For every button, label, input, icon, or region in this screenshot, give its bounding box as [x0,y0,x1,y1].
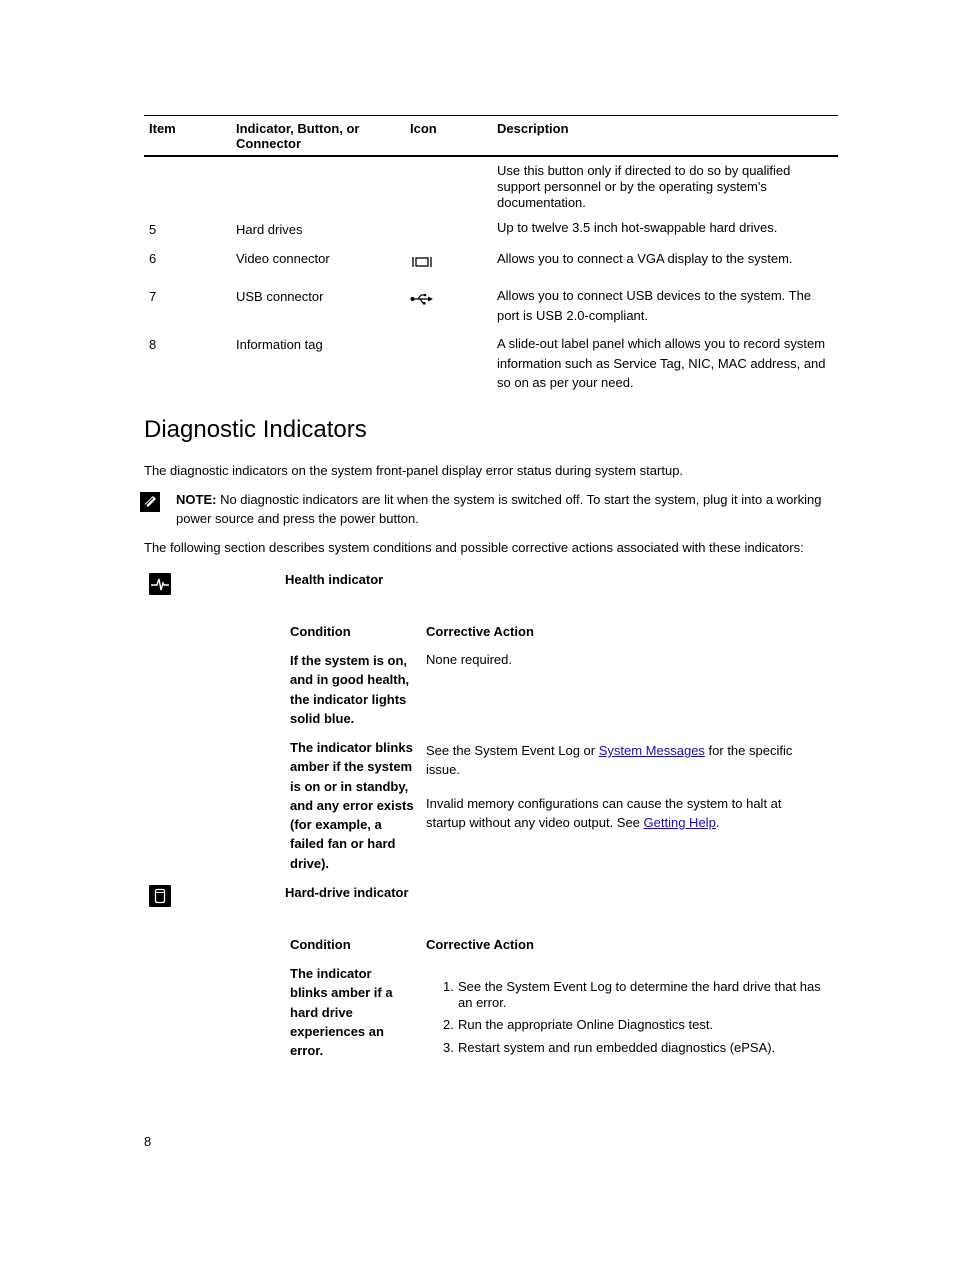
step-text: See the System Event Log to determine the hard drive that has an error. [458,979,821,1010]
table-row-7-item: 7 [149,289,157,304]
table-row-7-description: Allows you to connect USB devices to the system. The port is USB 2.0-compliant. [497,288,812,323]
hard-drive-col-condition: Condition [290,937,351,952]
table-header-icon: Icon [410,121,437,136]
table-header-rule [144,155,838,157]
hard-drive-row1-condition: The indicator blinks amber if a hard drive experiences an error. [290,966,393,1059]
table-row-5-item: 5 [149,222,157,237]
step-text: Restart system and run embedded diagnostics (ePSA). [458,1040,776,1055]
note-label: NOTE: [176,492,217,507]
table-row-5-description: Up to twelve 3.5 inch hot-swappable hard drives. [497,220,778,235]
table-row-5-name: Hard drives [236,222,303,237]
note-pencil-icon [140,492,160,515]
section-intro: The diagnostic indicators on the system front-panel display error status during system startup. [144,463,684,478]
health-row1-action: None required. [426,652,512,667]
step-number: 3. [443,1040,454,1055]
note-text [176,490,836,528]
health-col-condition: Condition [290,624,351,639]
page-number: 8 [144,1134,152,1149]
table-row-7-name: USB connector [236,289,324,304]
step-number: 2. [443,1017,454,1032]
health-row2-action-a-text: See the System Event Log or [426,743,599,758]
health-pulse-icon [149,573,171,595]
hard-drive-step-2 [443,1017,833,1033]
table-row-8-description: A slide-out label panel which allows you to record system information such as Service Tag, NIC, MAC address, and so on as per your need. [497,336,826,390]
step-number: 1. [443,979,454,994]
health-indicator-title: Health indicator [285,572,384,587]
health-row1-condition: If the system is on, and in good health, the indicator lights solid blue. [290,653,410,726]
step-text: Run the appropriate Online Diagnostics test. [458,1017,714,1032]
table-row-8-item: 8 [149,337,157,352]
table-top-rule [144,115,838,116]
table-continuation-description: Use this button only if directed to do so by qualified support personnel or by the operating system's documentation. [497,163,791,210]
hard-drive-step-3 [443,1040,833,1056]
section-following: The following section describes system conditions and possible corrective actions associated with these indicators: [144,540,804,555]
hard-drive-indicator-title: Hard-drive indicator [285,885,409,900]
video-connector-icon [412,256,432,271]
table-row-8-name: Information tag [236,337,323,352]
usb-icon [410,292,434,309]
hard-drive-step-1 [443,979,833,1011]
hard-drive-icon [149,885,171,907]
table-header-description: Description [497,121,569,136]
table-header-item: Item [149,121,176,136]
health-row2-action-b [426,794,806,832]
table-header-indicator: Indicator, Button, or Connector [236,121,360,151]
health-row2-action-a-tail: for the specific issue. [426,743,793,777]
note-body: No diagnostic indicators are lit when the system is switched off. To start the system, plug it into a working power source and press the power button. [176,492,822,526]
section-title: Diagnostic Indicators [144,416,367,443]
health-col-action: Corrective Action [426,624,534,639]
system-messages-link[interactable]: System Messages [598,743,705,758]
health-row2-condition: The indicator blinks amber if the system is on or in standby, and any error exists (for example, a failed fan or hard drive). [290,740,414,871]
health-row2-action-a [426,741,821,779]
getting-help-link[interactable]: Getting Help [643,815,716,830]
health-row2-action-b-tail: . [715,815,720,830]
table-row-6-item: 6 [149,251,157,266]
table-row-6-name: Video connector [236,251,330,266]
table-row-6-description: Allows you to connect a VGA display to the system. [497,251,793,266]
health-row2-action-b-text: Invalid memory configurations can cause the system to halt at startup without any video output. See [426,796,782,830]
hard-drive-col-action: Corrective Action [426,937,534,952]
